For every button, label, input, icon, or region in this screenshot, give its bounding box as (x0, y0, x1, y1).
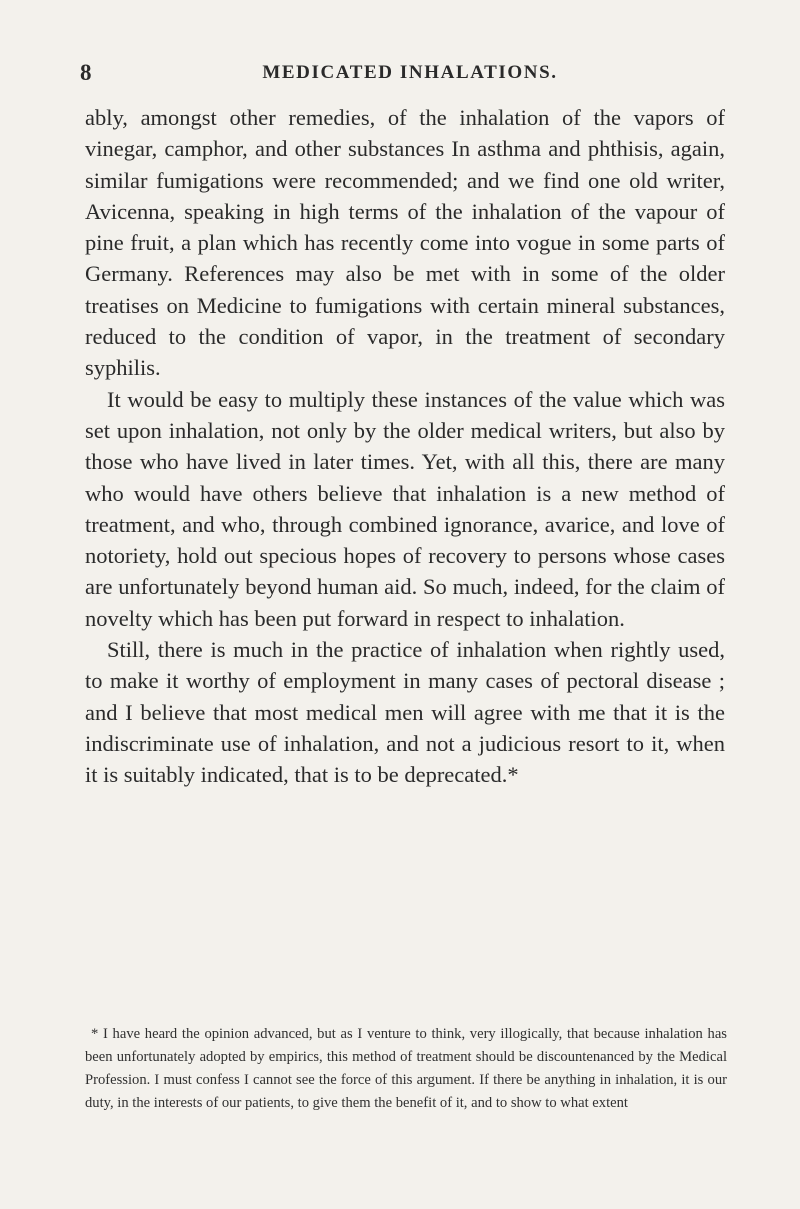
body-text (85, 102, 725, 791)
paragraph-1: ably, amongst other remedies, of the inhalation of the vapors of vinegar, camphor, and other substances In asthma and phthisis, again, similar fumigations were recommended; and we find one old writer, Avicenna, speaking in high terms of the inhalation of the vapour of pine fruit, a plan which has recently come into vogue in some parts of Germany. References may also be met with in some of the older treatises on Medicine to fumigations with certain mineral substances, reduced to the condition of vapor, in the treatment of secondary syphilis. (85, 105, 725, 381)
paragraph-3: Still, there is much in the practice of inhalation when rightly used, to make it worthy of employment in many cases of pectoral disease ; and I believe that most medical men will agree with me that it is the indiscriminate use of inhalation, and not a judicious resort to it, when it is suitably indicated, that is to be deprecated.* (85, 637, 725, 788)
paragraph-2: It would be easy to multiply these instances of the value which was set upon inhalation, not only by the older medical writers, but also by those who have lived in later times. Yet, with all this, there are many who would have others believe that inhalation is a new method of treatment, and who, through combined ignorance, avarice, and love of notoriety, hold out specious hopes of recovery to persons whose cases are unfortunately beyond human aid. So much, indeed, for the claim of novelty which has been put forward in respect to inhalation. (85, 386, 725, 631)
page-number: 8 (80, 60, 92, 85)
footnote: * I have heard the opinion advanced, but as I venture to think, very illogically, that because inhalation has been unfortunately adopted by empirics, this method of treatment should be discountenanced by the Medical Profession. I must confess I cannot see the force of this argument. If there be anything in inhalation, it is our duty, in the interests of our patients, to give them the benefit of it, and to show to what extent (85, 1025, 727, 1111)
running-head (80, 60, 740, 86)
running-title: MEDICATED INHALATIONS. (262, 62, 558, 83)
